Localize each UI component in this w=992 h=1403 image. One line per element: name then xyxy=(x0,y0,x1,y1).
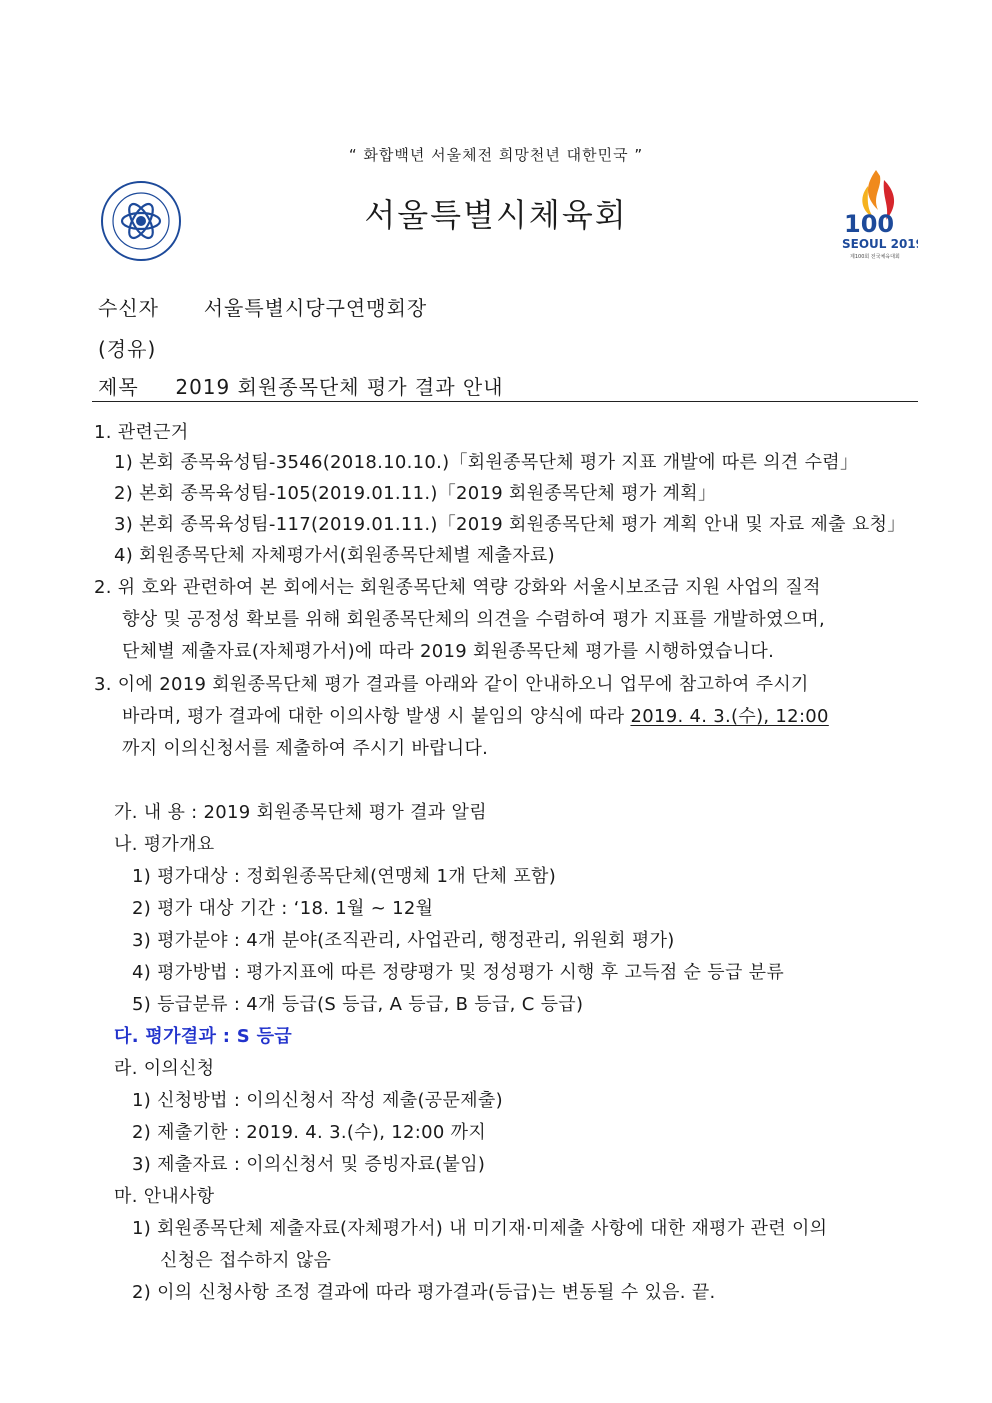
seoul-2019-festival-logo xyxy=(838,166,918,262)
section-3-line-3: 까지 이의신청서를 제출하여 주시기 바랍니다. xyxy=(122,738,489,759)
item-na: 나. 평가개요 xyxy=(114,834,215,855)
subject-value: 2019 회원종목단체 평가 결과 안내 xyxy=(175,375,504,399)
organization-title: 서울특별시체육회 xyxy=(364,196,628,234)
item-ra-3: 3) 제출자료 : 이의신청서 및 증빙자료(붙임) xyxy=(132,1154,486,1175)
section-3-line-1: 3. 이에 2019 회원종목단체 평가 결과를 아래와 같이 안내하오니 업무에 참고하여 주시기 xyxy=(94,674,809,695)
item-ma-1-line-1: 1) 회원종목단체 제출자료(자체평가서) 내 미기재·미제출 사항에 대한 재평가 관련 이의 xyxy=(132,1218,828,1239)
via-label: (경유) xyxy=(98,337,157,361)
logo-city: SEOUL 2019 xyxy=(842,237,918,251)
subject-row xyxy=(98,371,504,400)
item-na-2: 2) 평가 대상 기간 : ‘18. 1월 ~ 12월 xyxy=(132,898,434,919)
item-na-1: 1) 평가대상 : 정회원종목단체(연맹체 1개 단체 포함) xyxy=(132,866,557,887)
deadline-underlined: 2019. 4. 3.(수), 12:00 xyxy=(630,706,829,727)
section-3-line-2 xyxy=(122,702,829,728)
section-3-line-2-text: 바라며, 평가 결과에 대한 이의사항 발생 시 붙임의 양식에 따라 xyxy=(122,706,631,727)
subject-label: 제목 xyxy=(98,375,139,399)
item-ma-1-line-2: 신청은 접수하지 않음 xyxy=(160,1250,332,1271)
section-1-item-1: 1) 본회 종목육성팀-3546(2018.10.10.)「회원종목단체 평가 지표 개발에 따른 의견 수렴」 xyxy=(114,452,859,473)
section-1-item-2: 2) 본회 종목육성팀-105(2019.01.11.)「2019 회원종목단체 평가 계획」 xyxy=(114,483,717,504)
item-ga: 가. 내 용 : 2019 회원종목단체 평가 결과 알림 xyxy=(114,802,487,823)
via-row xyxy=(98,333,156,362)
item-da-result: 다. 평가결과 : S 등급 xyxy=(114,1026,292,1047)
logo-caption: 제100회 전국체육대회 xyxy=(850,254,900,260)
section-2-line-3: 단체별 제출자료(자체평가서)에 따라 2019 회원종목단체 평가를 시행하였습니다. xyxy=(122,641,775,662)
recipient-value: 서울특별시당구연맹회장 xyxy=(203,296,428,320)
section-2-line-1: 2. 위 호와 관련하여 본 회에서는 회원종목단체 역량 강화와 서울시보조금 지원 사업의 질적 xyxy=(94,577,821,598)
recipient-row xyxy=(98,292,427,321)
item-ra-2: 2) 제출기한 : 2019. 4. 3.(수), 12:00 까지 xyxy=(132,1122,487,1143)
slogan: “ 화합백년 서울체전 희망천년 대한민국 ” xyxy=(348,146,644,164)
item-na-3: 3) 평가분야 : 4개 분야(조직관리, 사업관리, 행정관리, 위원회 평가) xyxy=(132,930,675,951)
item-na-4: 4) 평가방법 : 평가지표에 따른 정량평가 및 정성평가 시행 후 고득점 순 등급 분류 xyxy=(132,962,785,983)
item-ra: 라. 이의신청 xyxy=(114,1058,215,1079)
section-1-item-3: 3) 본회 종목육성팀-117(2019.01.11.)「2019 회원종목단체 평가 계획 안내 및 자료 제출 요청」 xyxy=(114,514,906,535)
item-na-5: 5) 등급분류 : 4개 등급(S 등급, A 등급, B 등급, C 등급) xyxy=(132,994,584,1015)
section-1-item-4: 4) 회원종목단체 자체평가서(회원종목단체별 제출자료) xyxy=(114,545,555,566)
section-2-line-2: 향상 및 공정성 확보를 위해 회원종목단체의 의견을 수렴하여 평가 지표를 개발하였으며, xyxy=(122,609,826,630)
section-1-title: 1. 관련근거 xyxy=(94,422,189,443)
item-ma-2: 2) 이의 신청사항 조정 결과에 따라 평가결과(등급)는 변동될 수 있음. 끝. xyxy=(132,1282,716,1303)
recipient-label: 수신자 xyxy=(98,296,159,320)
item-ra-1: 1) 신청방법 : 이의신청서 작성 제출(공문제출) xyxy=(132,1090,503,1111)
item-ma: 마. 안내사항 xyxy=(114,1186,215,1207)
header-divider xyxy=(92,401,918,402)
logo-number: 100 xyxy=(844,210,895,238)
